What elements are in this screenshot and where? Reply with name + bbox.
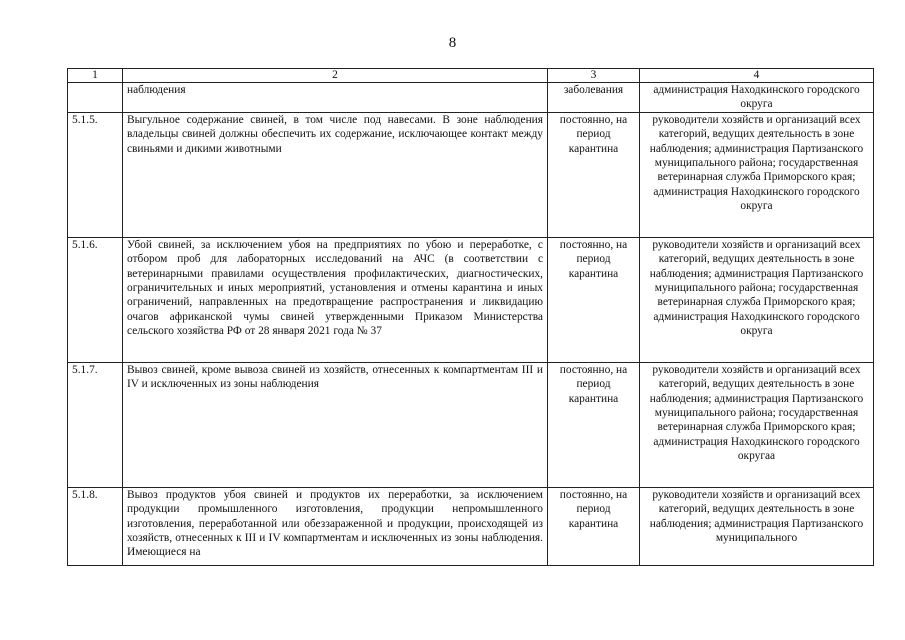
row-description: Убой свиней, за исключением убоя на предприятиях по убою и переработке, с отбором проб для лабораторных исследований на АЧС (в соответствии с ветеринарными правилами осуществления профилактических, диагностических, ограничительных и иных мероприятий, установления и отмены карантина и иных ограничений, направленных на предотвращение распространения и ликвидацию очагов африканской чумы свиней утвержденными Приказом Министерства сельского хозяйства РФ от 28 января 2021 года № 37 [123, 237, 548, 362]
row-responsible: руководители хозяйств и организаций всех категорий, ведущих деятельность в зоне наблюдения; администрация Партизанского муниципального района; государственная ветеринарная служба Приморского края; администрация Находкинского городского округаа [640, 362, 874, 487]
row-number: 5.1.7. [68, 362, 123, 487]
row-term: постоянно, на период карантина [548, 237, 640, 362]
table-row [68, 237, 874, 362]
table-row [68, 362, 874, 487]
row-description: Вывоз продуктов убоя свиней и продуктов их переработки, за исключением продукции промышленного изготовления, продукции непромышленного изготовления, переработанной или обеззараженной и продукции, происходящей из хозяйств, отнесенных к III и IV компартментам и исключенных из зоны наблюдения. Имеющиеся на [123, 487, 548, 565]
row-responsible: руководители хозяйств и организаций всех категорий, ведущих деятельность в зоне наблюдения; администрация Партизанского муниципального района; государственная ветеринарная служба Приморского края; администрация Находкинского городского округа [640, 112, 874, 237]
row-responsible: руководители хозяйств и организаций всех категорий, ведущих деятельность в зоне наблюдения; администрация Партизанского муниципального [640, 487, 874, 565]
row-number: 5.1.8. [68, 487, 123, 565]
row-term: заболевания [548, 83, 640, 113]
row-description: Вывоз свиней, кроме вывоза свиней из хозяйств, отнесенных к компартментам III и IV и исключенных из зоны наблюдения [123, 362, 548, 487]
header-col-4: 4 [640, 69, 874, 83]
page-number: 8 [448, 35, 457, 51]
row-description: наблюдения [123, 83, 548, 113]
row-number: 5.1.6. [68, 237, 123, 362]
header-col-3: 3 [548, 69, 640, 83]
row-description: Выгульное содержание свиней, в том числе под навесами. В зоне наблюдения владельцы свиней должны обеспечить их содержание, исключающее контакт между свиньями и дикими животными [123, 112, 548, 237]
row-term: постоянно, на период карантина [548, 362, 640, 487]
row-responsible: руководители хозяйств и организаций всех категорий, ведущих деятельность в зоне наблюдения; администрация Партизанского муниципального района; государственная ветеринарная служба Приморского края; администрация Находкинского городского округа [640, 237, 874, 362]
table-row [68, 487, 874, 565]
row-number: 5.1.5. [68, 112, 123, 237]
row-number [68, 83, 123, 113]
header-col-1: 1 [68, 69, 123, 83]
row-term: постоянно, на период карантина [548, 487, 640, 565]
table-header-row [68, 69, 874, 83]
row-responsible: администрация Находкинского городского округа [640, 83, 874, 113]
row-term: постоянно, на период карантина [548, 112, 640, 237]
measures-table [67, 68, 874, 566]
table-row-continuation [68, 83, 874, 113]
table-row [68, 112, 874, 237]
header-col-2: 2 [123, 69, 548, 83]
